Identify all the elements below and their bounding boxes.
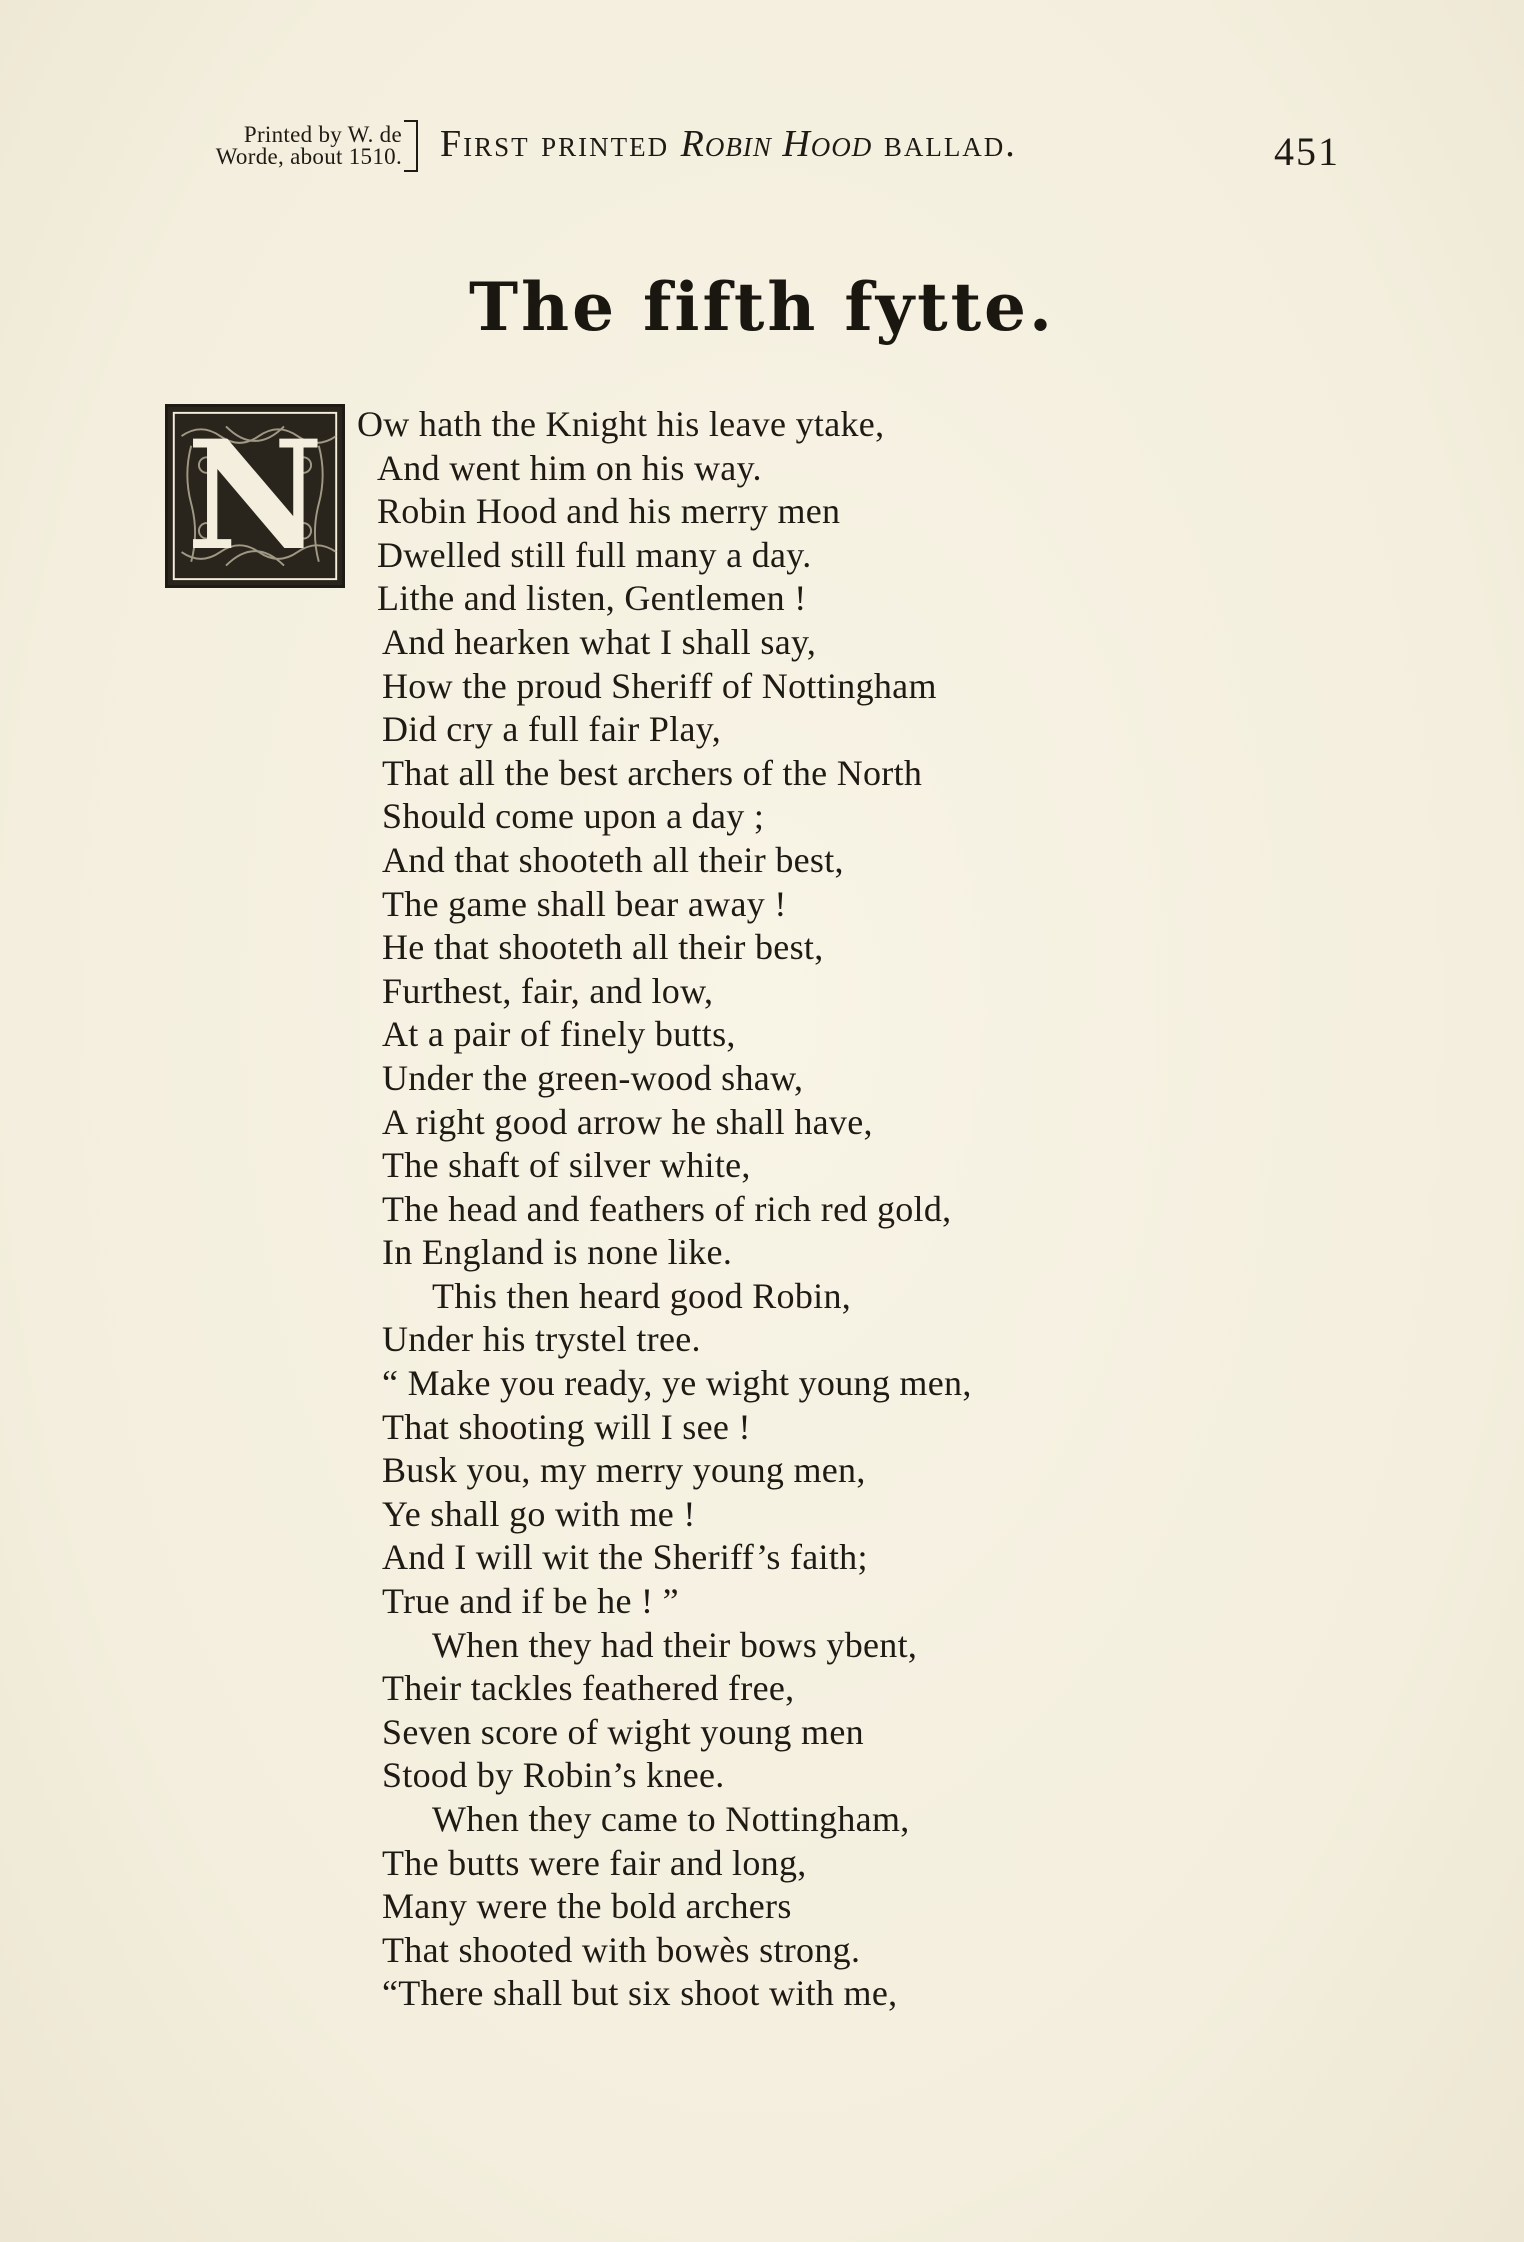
poem-line: Under his trystel tree. [382,1319,701,1360]
poem-line: Should come upon a day ; [382,796,765,837]
poem-line: Furthest, fair, and low, [382,970,714,1011]
poem-line: At a pair of finely butts, [382,1014,736,1055]
running-head [150,118,1340,188]
poem-line: Their tackles feathered free, [382,1668,795,1709]
poem-line: Stood by Robin’s knee. [382,1755,725,1796]
poem-line: In England is none like. [382,1232,733,1273]
poem-line: That all the best archers of the North [382,752,923,793]
poem-line: This then heard good Robin, [432,1275,852,1316]
poem-line: How the proud Sheriff of Nottingham [382,665,937,706]
poem-line: He that shooteth all their best, [382,927,824,968]
poem-line: And that shooteth all their best, [382,839,844,880]
page-number: 451 [1274,129,1340,174]
poem-line: The game shall bear away ! [382,883,787,924]
poem-line: “There shall but six shoot with me, [382,1973,898,2014]
poem [357,403,1257,2016]
poem-line: That shooting will I see ! [382,1406,751,1447]
poem-line: Seven score of wight young men [382,1711,864,1752]
side-note-line-2: Worde, about 1510. [215,144,402,169]
running-title-part-1: First printed [440,123,681,165]
poem-line: Dwelled still full many a day. [377,534,812,575]
initial-letter: N [186,408,324,584]
poem-line: “ Make you ready, ye wight young men, [382,1363,972,1404]
poem-line: Robin Hood and his merry men [377,491,841,532]
poem-line: Did cry a full fair Play, [382,709,722,750]
poem-line: Ow hath the Knight his leave ytake, [357,404,885,444]
poem-line: And I will wit the Sheriff’s faith; [382,1537,868,1578]
running-title-italic: Robin Hood [680,123,873,165]
poem-line: The shaft of silver white, [382,1145,751,1186]
running-title [440,122,1017,166]
poem-line: That shooted with bowès strong. [382,1929,861,1970]
side-note [152,124,402,168]
poem-line: And hearken what I shall say, [382,621,817,662]
poem-line: Under the green-wood shaw, [382,1057,804,1098]
poem-line: When they came to Nottingham, [432,1799,910,1839]
poem-line: Many were the bold archers [382,1886,792,1927]
poem-line: True and if be he ! ” [382,1581,679,1622]
poem-line: And went him on his way. [377,447,762,488]
fytte-heading: The fifth fytte. [468,268,1056,346]
poem-line: When they had their bows ybent, [432,1624,918,1665]
poem-line: Busk you, my merry young men, [382,1450,866,1491]
side-note-line-1: Printed by W. de [243,122,402,147]
running-title-part-2: ballad. [872,123,1017,165]
poem-line: A right good arrow he shall have, [382,1101,873,1142]
decorated-initial [165,404,345,588]
poem-line: The head and feathers of rich red gold, [382,1188,952,1229]
poem-line: Ye shall go with me ! [382,1493,696,1534]
poem-line: Lithe and listen, Gentlemen ! [377,578,807,619]
side-note-bracket [404,120,418,172]
poem-line: The butts were fair and long, [382,1842,807,1883]
